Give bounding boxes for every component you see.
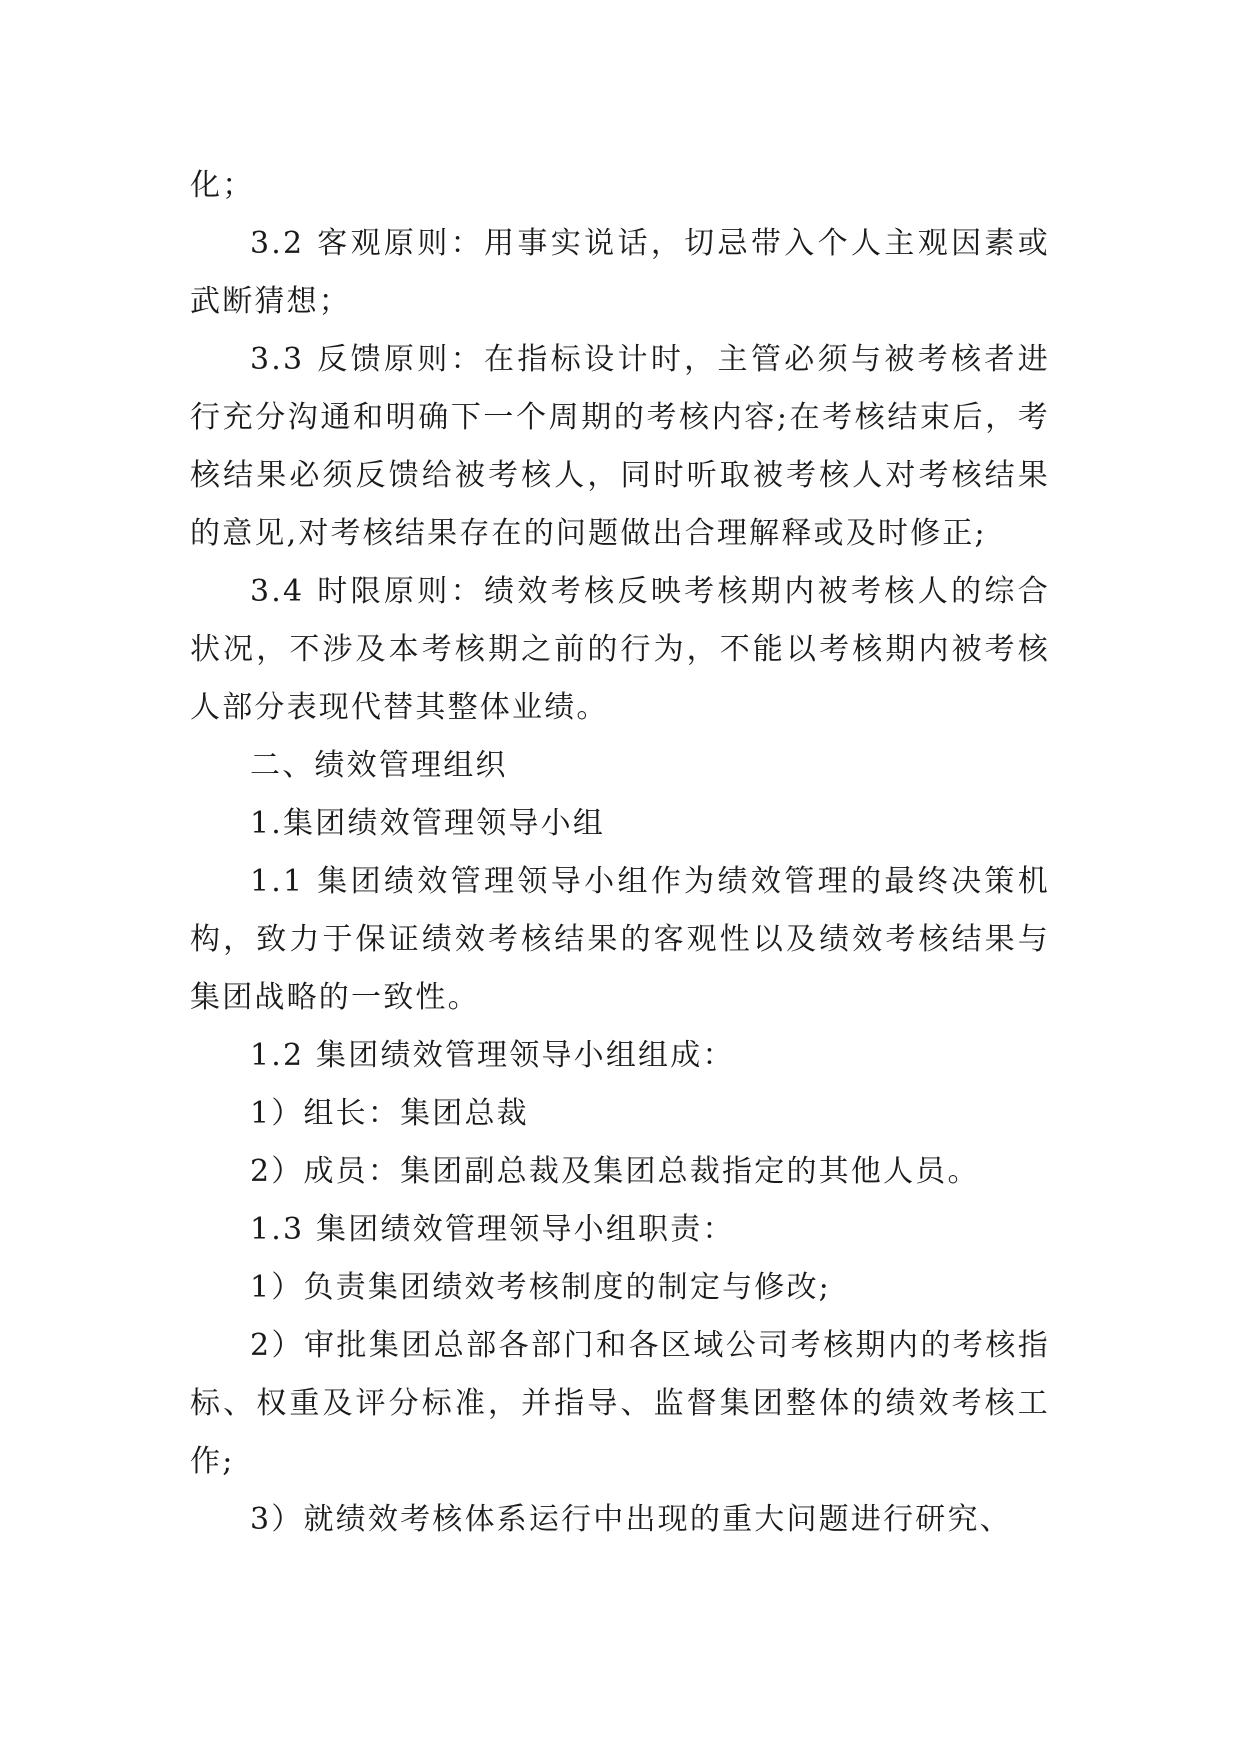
list-item: 2）审批集团总部各部门和各区域公司考核期内的考核指标、权重及评分标准，并指导、监督集团整体的绩效考核工作; (190, 1328, 1050, 1479)
list-item: 1）组长：集团总裁 (250, 1096, 529, 1131)
paragraph: 化； (190, 168, 255, 203)
paragraph: 3.3 反馈原则：在指标设计时，主管必须与被考核者进行充分沟通和明确下一个周期的考核内容;在考核结束后，考核结果必须反馈给被考核人，同时听取被考核人对考核结果的意见,对考核结果存在的问题做出合理解释或及时修正; (190, 342, 1050, 551)
document-body (190, 157, 1050, 1549)
list-item: 1）负责集团绩效考核制度的制定与修改; (250, 1270, 831, 1305)
paragraph: 3.4 时限原则：绩效考核反映考核期内被考核人的综合状况，不涉及本考核期之前的行为，不能以考核期内被考核人部分表现代替其整体业绩。 (190, 574, 1050, 725)
paragraph: 1.3 集团绩效管理领导小组职责： (250, 1212, 735, 1247)
paragraph: 1.2 集团绩效管理领导小组组成： (250, 1038, 735, 1073)
subsection-heading: 1.集团绩效管理领导小组 (250, 806, 606, 841)
paragraph: 1.1 集团绩效管理领导小组作为绩效管理的最终决策机构，致力于保证绩效考核结果的客观性以及绩效考核结果与集团战略的一致性。 (190, 864, 1050, 1015)
list-item: 3）就绩效考核体系运行中出现的重大问题进行研究、 (250, 1502, 1012, 1537)
list-item: 2）成员：集团副总裁及集团总裁指定的其他人员。 (250, 1154, 980, 1189)
paragraph: 3.2 客观原则：用事实说话，切忌带入个人主观因素或武断猜想； (190, 226, 1050, 319)
section-heading: 二、绩效管理组织 (250, 748, 508, 783)
